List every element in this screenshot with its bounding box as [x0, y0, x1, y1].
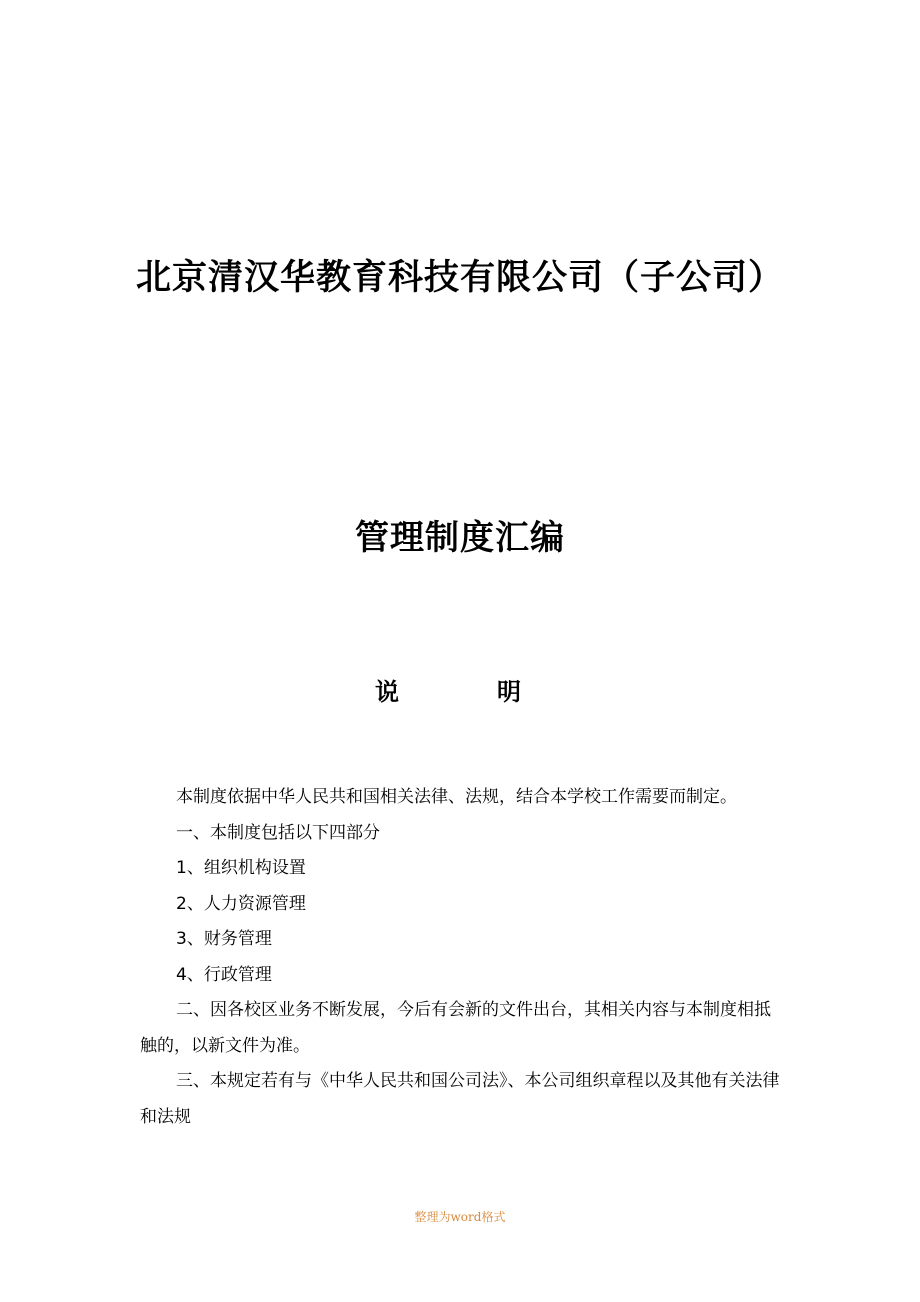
- list-item-org-structure: 1、组织机构设置: [176, 858, 306, 878]
- list-item-admin-management: 4、行政管理: [176, 964, 272, 985]
- section-heading-char-2: 明: [497, 678, 521, 706]
- body-text: [140, 780, 785, 1135]
- paragraph-section-two: 二、因各校区业务不断发展，今后有会新的文件出台，其相关内容与本制度相抵触的，以新文件为准。: [140, 1000, 771, 1056]
- paragraph-basis: 本制度依据中华人民共和国相关法律、法规，结合本学校工作需要而制定。: [176, 787, 737, 807]
- paragraph-section-three: 三、本规定若有与《中华人民共和国公司法》、本公司组织章程以及其他有关法律和法规: [140, 1071, 780, 1127]
- section-heading-char-1: 说: [375, 678, 399, 706]
- footer-note: 整理为word格式: [414, 1210, 506, 1224]
- company-title: 北京清汉华教育科技有限公司（子公司）: [135, 258, 784, 298]
- document-title: 管理制度汇编: [355, 518, 565, 558]
- list-item-hr-management: 2、人力资源管理: [176, 893, 306, 914]
- section-heading: [0, 672, 920, 712]
- list-item-finance-management: 3、财务管理: [176, 929, 272, 949]
- paragraph-section-one: 一、本制度包括以下四部分: [176, 822, 380, 843]
